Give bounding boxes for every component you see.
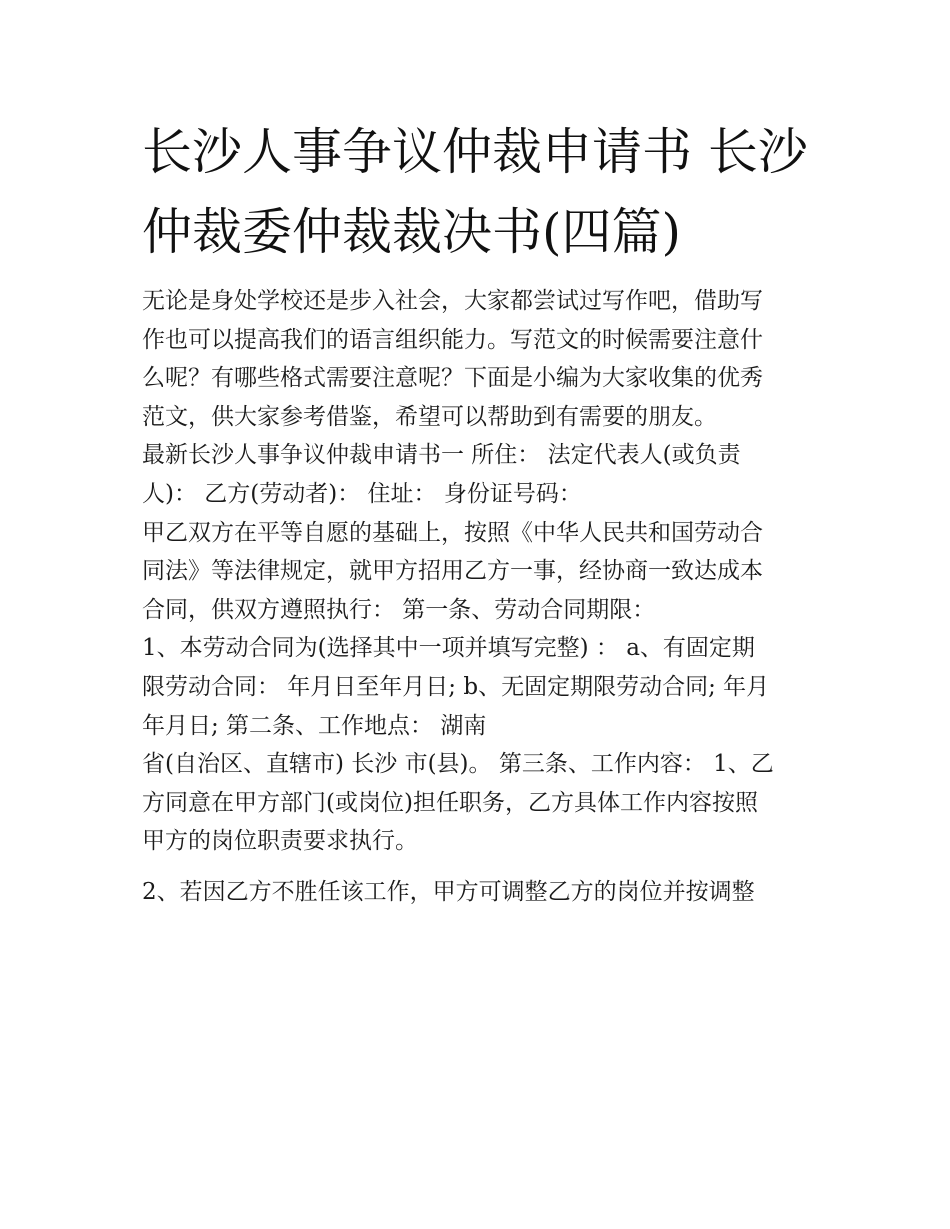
text-line: 方同意在甲方部门(或岗位)担任职务，乙方具体工作内容按照: [142, 789, 758, 816]
job-adjustment-paragraph: [142, 873, 832, 912]
document-body: [142, 282, 832, 912]
contract-term-paragraph: [142, 629, 832, 861]
text-line: 合同，供双方遵照执行： 第一条、劳动合同期限：: [142, 596, 656, 623]
text-line: 人)： 乙方(劳动者)： 住址： 身份证号码：: [142, 480, 582, 507]
title-line-1: 长沙人事争议仲裁申请书 长沙: [142, 123, 808, 181]
document-title: [142, 112, 832, 272]
title-line-2: 仲裁委仲裁裁决书(四篇): [142, 203, 682, 261]
text-line: 2、若因乙方不胜任该工作，甲方可调整乙方的岗位并按调整: [142, 878, 755, 905]
intro-paragraph: [142, 282, 832, 436]
paragraph-spacer: [142, 861, 832, 873]
text-line: 甲乙双方在平等自愿的基础上，按照《中华人民共和国劳动合: [142, 519, 763, 546]
text-line: 年月日; 第二条、工作地点： 湖南: [142, 712, 487, 739]
text-line: 省(自治区、直辖市) 长沙 市(县)。 第三条、工作内容： 1、乙: [142, 751, 774, 778]
text-line: 甲方的岗位职责要求执行。: [142, 828, 418, 855]
text-line: 最新长沙人事争议仲裁申请书一 所住： 法定代表人(或负责: [142, 442, 741, 469]
text-line: 范文，供大家参考借鉴，希望可以帮助到有需要的朋友。: [142, 403, 717, 430]
contract-preamble-paragraph: [142, 514, 832, 630]
text-line: 无论是身处学校还是步入社会，大家都尝试过写作吧，借助写: [142, 288, 763, 314]
text-line: 限劳动合同： 年月日至年月日; b、无固定期限劳动合同; 年月: [142, 673, 770, 700]
text-line: 1、本劳动合同为(选择其中一项并填写完整) ： a、有固定期: [142, 635, 755, 662]
text-line: 同法》等法律规定，就甲方招用乙方一事，经协商一致达成本: [142, 558, 763, 585]
text-line: 么呢？有哪些格式需要注意呢？下面是小编为大家收集的优秀: [142, 365, 763, 392]
text-line: 作也可以提高我们的语言组织能力。写范文的时候需要注意什: [142, 326, 763, 353]
contract-header-paragraph: [142, 436, 832, 513]
